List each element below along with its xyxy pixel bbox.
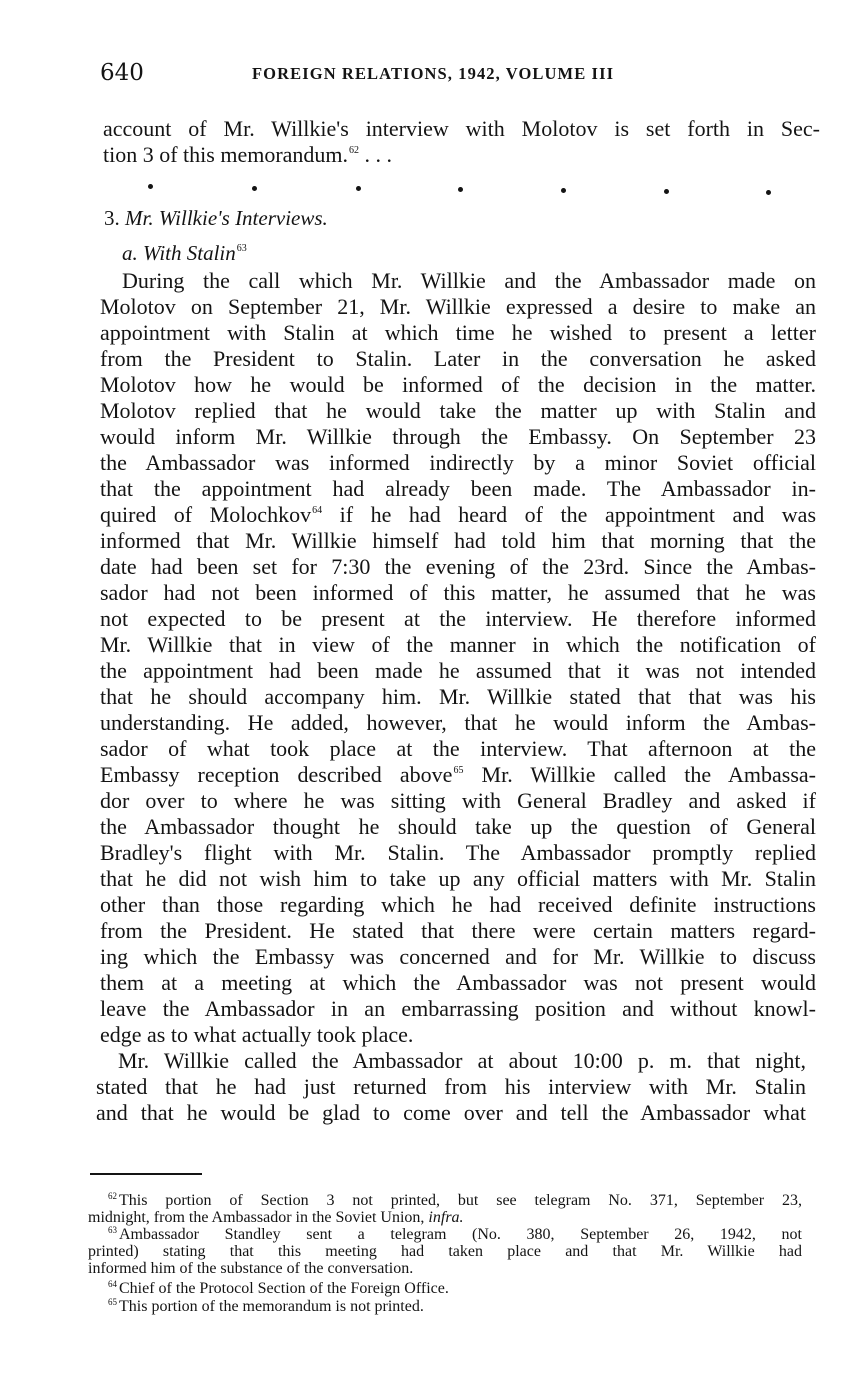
footnote-ref: 62 — [349, 145, 360, 156]
body-line: ing which the Embassy was concerned and for Mr. Willkie to discuss — [100, 944, 816, 969]
ellipsis-dot — [252, 186, 257, 191]
footnote-ref: 65 — [453, 765, 464, 776]
body-line: Molotov how he would be informed of the decision in the matter. — [100, 372, 816, 397]
footnote-64: $^{64}$ Chief of the Protocol Section of the Foreign Office. — [108, 1279, 449, 1297]
body-line: During the call which Mr. Willkie and the Ambassador made on — [122, 268, 816, 293]
body-line: Mr. Willkie called the Ambassador at about 10:00 p. m. that night, — [118, 1048, 806, 1073]
body-line: account of Mr. Willkie's interview with Molotov is set forth in Sec- — [103, 116, 820, 141]
body-line: Molotov on September 21, Mr. Willkie expressed a desire to make an — [100, 294, 816, 319]
footnote-65: $^{65}$ This portion of the memorandum is not printed. — [108, 1297, 424, 1315]
body-line: Mr. Willkie that in view of the manner in which the notification of — [100, 632, 816, 657]
body-line: informed that Mr. Willkie himself had told him that morning that the — [100, 528, 816, 553]
footnote-line: informed him of the substance of the conversation. — [88, 1260, 414, 1277]
subsection-heading: a. With Stalin$^{63}$ — [122, 241, 247, 265]
body-line: Molotov replied that he would take the matter up with Stalin and — [100, 398, 816, 423]
page-number: 640 — [100, 60, 144, 86]
footnote-rule — [90, 1173, 202, 1175]
body-line: leave the Ambassador in an embarrassing position and without knowl- — [100, 996, 816, 1021]
body-line: tion 3 of this memorandum.$^{62}$ . . . — [103, 142, 393, 167]
body-line: stated that he had just returned from his interview with Mr. Stalin — [96, 1074, 806, 1099]
body-line: that the appointment had already been made. The Ambassador in- — [100, 476, 816, 501]
footnote-63: $^{63}$ Ambassador Standley sent a telegram (No. 380, September 26, 1942, not — [108, 1225, 802, 1243]
body-line: dor over to where he was sitting with General Bradley and asked if — [100, 788, 816, 813]
body-line: sador of what took place at the interview. That afternoon at the — [100, 736, 816, 761]
body-line: date had been set for 7:30 the evening of the 23rd. Since the Ambas- — [100, 554, 816, 579]
body-line: quired of Molochkov$^{64}$ if he had heard of the appointment and was — [100, 502, 817, 527]
body-line: edge as to what actually took place. — [100, 1022, 414, 1047]
body-line: from the President to Stalin. Later in the conversation he asked — [100, 346, 816, 371]
body-line: them at a meeting at which the Ambassador was not present would — [100, 970, 816, 995]
body-line: would inform Mr. Willkie through the Embassy. On September 23 — [100, 424, 816, 449]
footnote-ref: 64 — [312, 505, 323, 516]
body-line: other than those regarding which he had received definite instructions — [100, 892, 816, 917]
body-line: the Ambassador was informed indirectly by a minor Soviet official — [100, 450, 816, 475]
footnote-line: printed) stating that this meeting had taken place and that Mr. Willkie had — [88, 1243, 802, 1260]
running-header: FOREIGN RELATIONS, 1942, VOLUME III — [252, 64, 615, 83]
body-line: and that he would be glad to come over and tell the Ambassador what — [96, 1100, 806, 1125]
body-line: the Ambassador thought he should take up the question of General — [100, 814, 816, 839]
body-line: understanding. He added, however, that he would inform the Ambas- — [100, 710, 816, 735]
body-line: sador had not been informed of this matter, he assumed that he was — [100, 580, 816, 605]
body-line: appointment with Stalin at which time he wished to present a letter — [100, 320, 816, 345]
ellipsis-dot — [458, 187, 463, 192]
ellipsis-dot — [664, 189, 669, 194]
footnote-ref: 63 — [236, 243, 247, 254]
body-line: Bradley's flight with Mr. Stalin. The Ambassador promptly replied — [100, 840, 816, 865]
ellipsis-dot — [766, 190, 771, 195]
body-line: Embassy reception described above$^{65}$ Mr. Willkie called the Ambassa- — [100, 762, 816, 787]
body-line: that he should accompany him. Mr. Willkie stated that that was his — [100, 684, 816, 709]
body-line: from the President. He stated that there were certain matters regard- — [100, 918, 816, 943]
body-line: the appointment had been made he assumed that it was not intended — [100, 658, 816, 683]
ellipsis-dot — [356, 186, 361, 191]
body-line: not expected to be present at the interview. He therefore informed — [100, 606, 816, 631]
body-line: that he did not wish him to take up any official matters with Mr. Stalin — [100, 866, 816, 891]
footnote-line: midnight, from the Ambassador in the Soviet Union, infra. — [88, 1209, 464, 1226]
ellipsis-dot — [148, 184, 153, 189]
ellipsis-dot — [561, 188, 566, 193]
footnote-62: $^{62}$ This portion of Section 3 not printed, but see telegram No. 371, September 23, — [108, 1191, 802, 1209]
section-heading: 3. Mr. Willkie's Interviews. — [104, 206, 328, 230]
